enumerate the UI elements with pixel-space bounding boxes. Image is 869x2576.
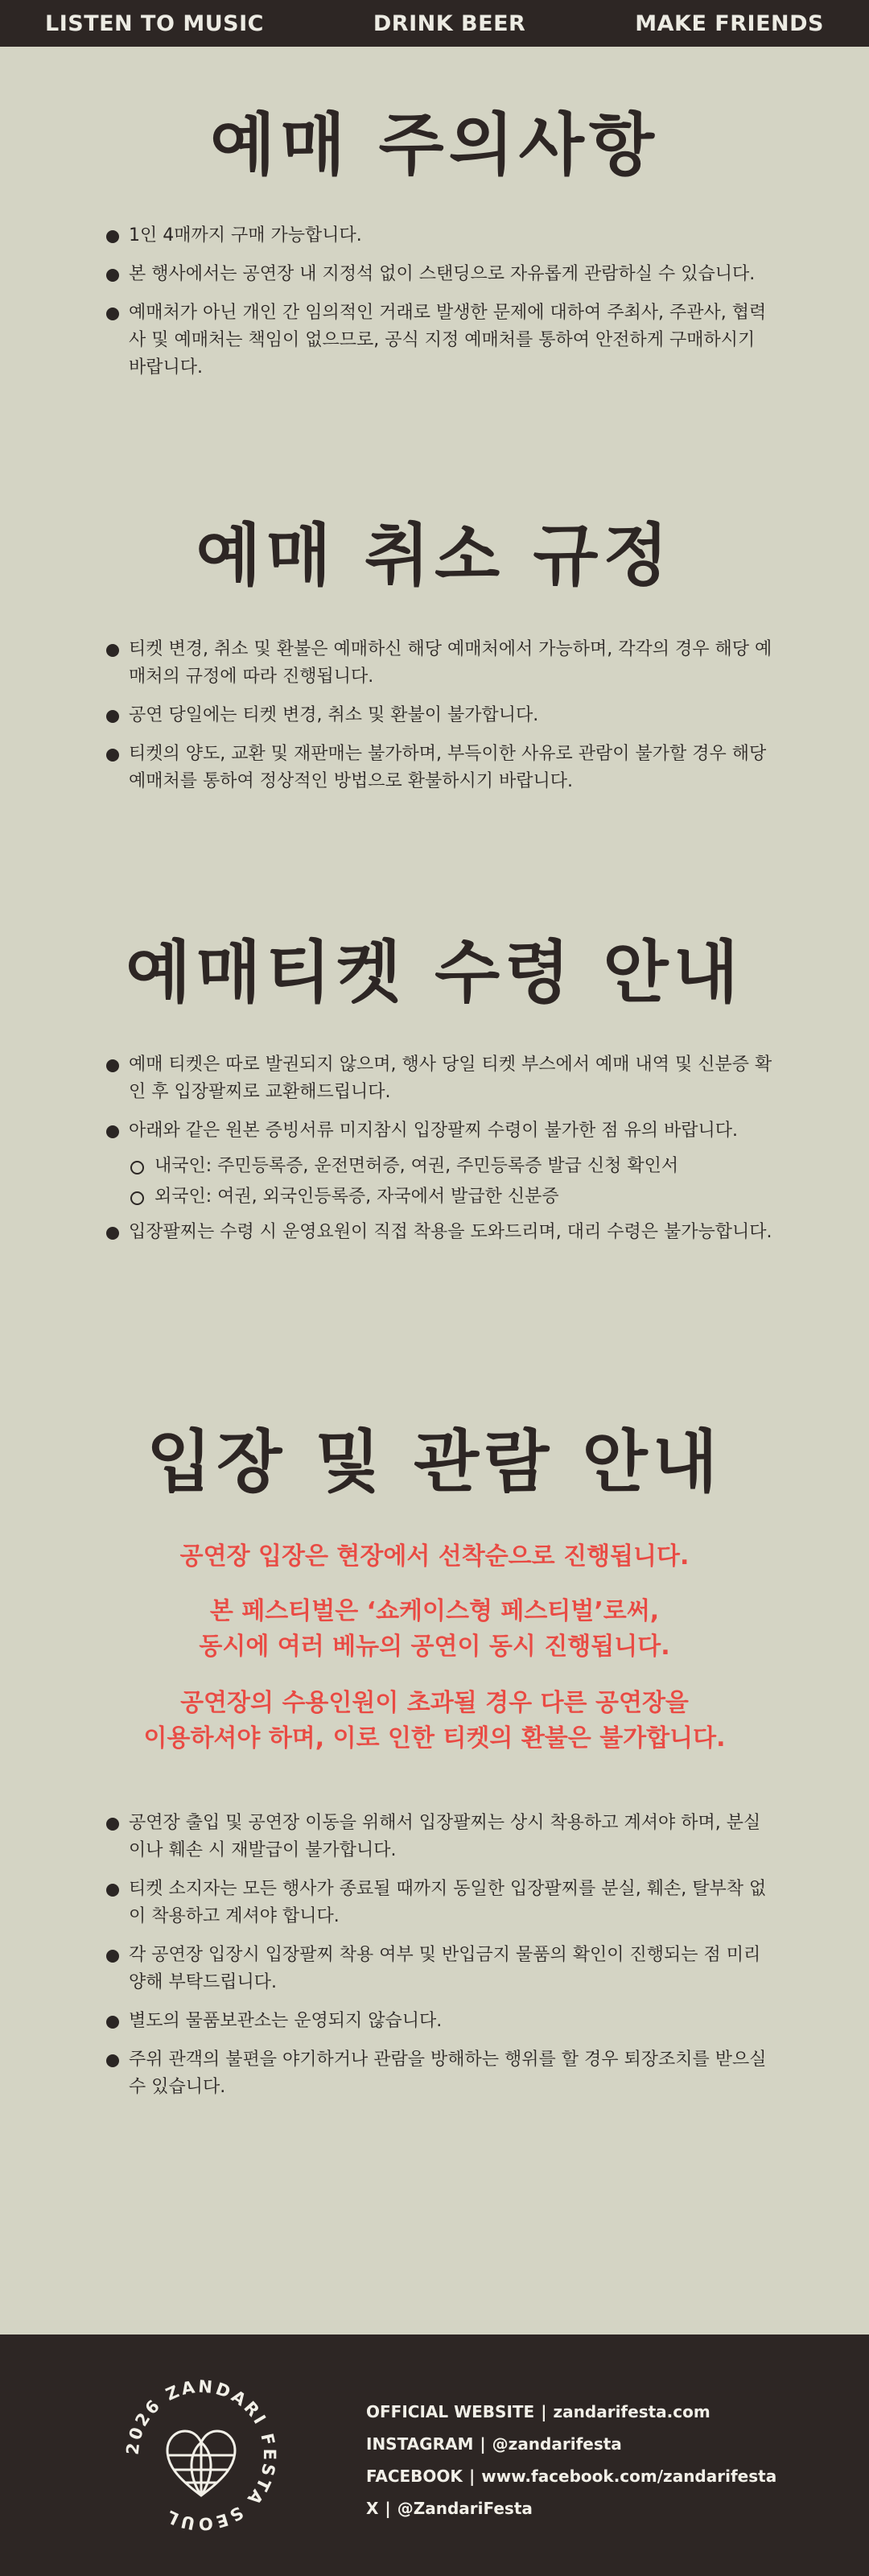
footer-link-website[interactable] xyxy=(366,2396,776,2428)
ticket-notice-title: 예매 주의사항 xyxy=(209,105,660,184)
ticket-pickup-list xyxy=(105,1051,772,1257)
footer-link-facebook[interactable] xyxy=(366,2460,776,2492)
entry-notice-1 xyxy=(0,1539,869,1575)
list-item: 티켓 소지자는 모든 행사가 종료될 때까지 동일한 입장팔찌를 분실, 훼손, 탈부착 없이 착용하고 계셔야 합니다. xyxy=(105,1876,772,1930)
link-separator: | xyxy=(468,2467,476,2486)
entry-guide-title: 입장 및 관람 안내 xyxy=(146,1422,723,1501)
ticket-pickup-section xyxy=(0,933,869,1012)
list-item: 1인 4매까지 구매 가능합니다. xyxy=(105,222,772,250)
list-item: 입장팔찌는 수령 시 운영요원이 직접 착용을 도와드리며, 대리 수령은 불가능합니다. xyxy=(105,1219,772,1246)
notice-line: 공연장 입장은 현장에서 선착순으로 진행됩니다. xyxy=(179,1542,690,1571)
cancel-policy-list xyxy=(105,636,772,807)
ticket-notice-list xyxy=(105,222,772,393)
zandari-festa-logo xyxy=(121,2375,282,2536)
list-item: 예매 티켓은 따로 발권되지 않으며, 행사 당일 티켓 부스에서 예매 내역 및 신분증 확인 후 입장팔찌로 교환해드립니다. xyxy=(105,1051,772,1106)
notice-line: 본 페스티벌은 ‘쇼케이스형 페스티벌’로써, xyxy=(209,1597,660,1625)
list-item: 주위 관객의 불편을 야기하거나 관람을 방해하는 행위를 할 경우 퇴장조치를 받으실 수 있습니다. xyxy=(105,2046,772,2101)
list-item: 티켓 변경, 취소 및 환불은 예매하신 해당 예매처에서 가능하며, 각각의 경우 해당 예매처의 규정에 따라 진행됩니다. xyxy=(105,636,772,691)
list-item: 티켓의 양도, 교환 및 재판매는 불가하며, 부득이한 사유로 관람이 불가할 경우 해당 예매처를 통하여 정상적인 방법으로 환불하시기 바랍니다. xyxy=(105,741,772,795)
footer-links xyxy=(366,2396,776,2524)
ticket-pickup-title: 예매티켓 수령 안내 xyxy=(126,933,743,1012)
sub-list-item: 외국인: 여권, 외국인등록증, 자국에서 발급한 신분증 xyxy=(130,1183,772,1211)
link-value[interactable]: @ZandariFesta xyxy=(397,2499,533,2518)
footer-link-instagram[interactable] xyxy=(366,2428,776,2460)
link-separator: | xyxy=(480,2434,486,2454)
link-label: INSTAGRAM xyxy=(366,2434,474,2454)
entry-notice-3 xyxy=(0,1686,869,1757)
cancel-policy-title: 예매 취소 규정 xyxy=(196,516,673,595)
link-label: X xyxy=(366,2499,379,2518)
ticket-notice-section xyxy=(0,105,869,184)
list-item: 예매처가 아닌 개인 간 임의적인 거래로 발생한 문제에 대하여 주최사, 주관사, 협력사 및 예매처는 책임이 없으므로, 공식 지정 예매처를 통하여 안전하게 구매하시기 바랍니다. xyxy=(105,299,772,382)
list-item: 별도의 물품보관소는 운영되지 않습니다. xyxy=(105,2008,772,2035)
footer xyxy=(0,2334,869,2576)
link-value[interactable]: zandarifesta.com xyxy=(553,2402,710,2421)
list-item: 각 공연장 입장시 입장팔찌 착용 여부 및 반입금지 물품의 확인이 진행되는 점 미리 양해 부탁드립니다. xyxy=(105,1942,772,1996)
logo-ring-text: 2026 ZANDARI FESTA SEOUL xyxy=(122,2376,280,2534)
link-value[interactable]: www.facebook.com/zandarifesta xyxy=(481,2467,777,2486)
entry-guide-section xyxy=(0,1422,869,1501)
nav-make-friends[interactable]: MAKE FRIENDS xyxy=(635,10,824,36)
link-label: FACEBOOK xyxy=(366,2467,463,2486)
nav-drink-beer[interactable]: DRINK BEER xyxy=(373,10,526,36)
list-item: 공연 당일에는 티켓 변경, 취소 및 환불이 불가합니다. xyxy=(105,702,772,729)
top-nav xyxy=(0,0,869,47)
link-separator: | xyxy=(385,2499,391,2518)
list-item: 공연장 출입 및 공연장 이동을 위해서 입장팔찌는 상시 착용하고 계셔야 하며, 분실이나 훼손 시 재발급이 불가합니다. xyxy=(105,1810,772,1864)
link-label: OFFICIAL WEBSITE xyxy=(366,2402,535,2421)
footer-link-x[interactable] xyxy=(366,2492,776,2524)
notice-line: 공연장의 수용인원이 초과될 경우 다른 공연장을 xyxy=(180,1689,689,1717)
cancel-policy-section xyxy=(0,516,869,595)
link-separator: | xyxy=(541,2402,547,2421)
link-value[interactable]: @zandarifesta xyxy=(492,2434,622,2454)
id-documents-list xyxy=(130,1153,772,1211)
notice-line: 이용하셔야 하며, 이로 인한 티켓의 환불은 불가합니다. xyxy=(143,1724,726,1752)
list-item: 본 행사에서는 공연장 내 지정석 없이 스탠딩으로 자유롭게 관람하실 수 있습니다. xyxy=(105,261,772,288)
sub-list-item: 내국인: 주민등록증, 운전면허증, 여권, 주민등록증 발급 신청 확인서 xyxy=(130,1153,772,1180)
heart-globe-icon xyxy=(167,2431,235,2496)
notice-line: 동시에 여러 베뉴의 공연이 동시 진행됩니다. xyxy=(199,1633,670,1661)
nav-listen-to-music[interactable]: LISTEN TO MUSIC xyxy=(45,10,264,36)
entry-notice-2 xyxy=(0,1594,869,1665)
entry-guide-list xyxy=(105,1810,772,2112)
list-item: 아래와 같은 원본 증빙서류 미지참시 입장팔찌 수령이 불가한 점 유의 바랍니다. xyxy=(105,1117,772,1145)
